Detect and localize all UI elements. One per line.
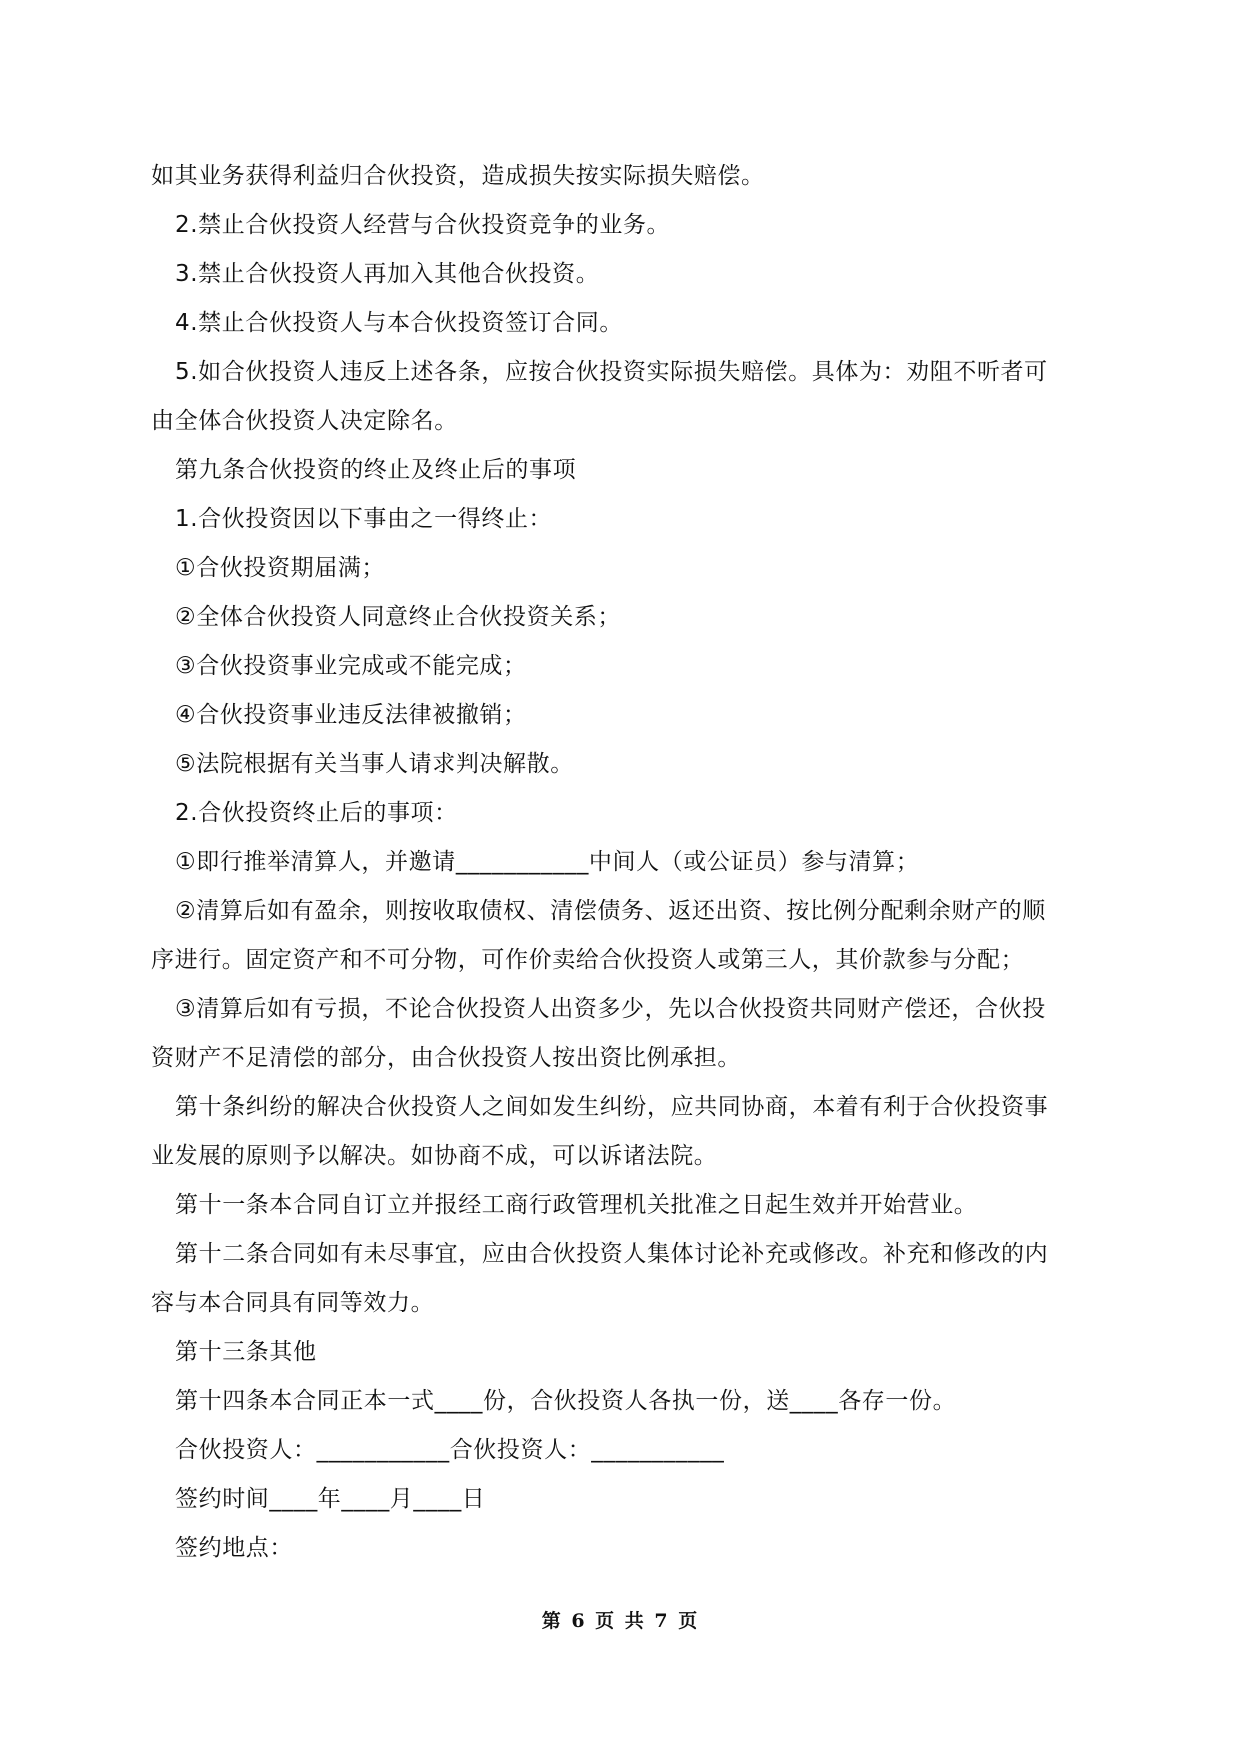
- document-line: 由全体合伙投资人决定除名。: [151, 408, 458, 434]
- document-line: 1.合伙投资因以下事由之一得终止：: [175, 506, 553, 532]
- document-line: 2.禁止合伙投资人经营与合伙投资竞争的业务。: [175, 212, 671, 238]
- document-line: 签约时间____年____月____日: [175, 1486, 486, 1512]
- document-line: ⑤法院根据有关当事人请求判决解散。: [175, 751, 574, 777]
- page-number-footer: 第 6 页 共 7 页: [541, 1610, 700, 1632]
- document-line: ②清算后如有盈余，则按收取债权、清偿债务、返还出资、按比例分配剩余财产的顺: [175, 898, 1046, 924]
- document-line: 5.如合伙投资人违反上述各条，应按合伙投资实际损失赔偿。具体为：劝阻不听者可: [175, 359, 1048, 385]
- document-line: 签约地点：: [175, 1535, 293, 1561]
- document-line: 合伙投资人：___________合伙投资人：___________: [175, 1437, 725, 1463]
- document-line: ①即行推举清算人，并邀请___________中间人（或公证员）参与清算；: [175, 849, 920, 875]
- document-line: ④合伙投资事业违反法律被撤销；: [175, 702, 527, 728]
- document-line: 第十条纠纷的解决合伙投资人之间如发生纠纷，应共同协商，本着有利于合伙投资事: [175, 1094, 1049, 1120]
- document-line: ③合伙投资事业完成或不能完成；: [175, 653, 527, 679]
- document-line: 第十二条合同如有未尽事宜，应由合伙投资人集体讨论补充或修改。补充和修改的内: [175, 1241, 1049, 1267]
- document-body: [151, 152, 1091, 1573]
- document-line: 第九条合伙投资的终止及终止后的事项: [175, 457, 577, 483]
- document-line: 第十一条本合同自订立并报经工商行政管理机关批准之日起生效并开始营业。: [175, 1192, 978, 1218]
- document-line: ③清算后如有亏损，不论合伙投资人出资多少，先以合伙投资共同财产偿还，合伙投: [175, 996, 1046, 1022]
- document-line: 如其业务获得利益归合伙投资，造成损失按实际损失赔偿。: [151, 163, 765, 189]
- document-line: 第十三条其他: [175, 1339, 317, 1365]
- document-line: 2.合伙投资终止后的事项：: [175, 800, 458, 826]
- document-line: 4.禁止合伙投资人与本合伙投资签订合同。: [175, 310, 623, 336]
- document-line: 资财产不足清偿的部分，由合伙投资人按出资比例承担。: [151, 1045, 741, 1071]
- document-line: ②全体合伙投资人同意终止合伙投资关系；: [175, 604, 622, 630]
- document-line: 序进行。固定资产和不可分物，可作价卖给合伙投资人或第三人，其价款参与分配；: [151, 947, 1025, 973]
- document-line: 容与本合同具有同等效力。: [151, 1290, 435, 1316]
- document-line: 业发展的原则予以解决。如协商不成，可以诉诸法院。: [151, 1143, 718, 1169]
- document-line: 第十四条本合同正本一式____份，合伙投资人各执一份，送____各存一份。: [175, 1388, 957, 1414]
- document-line: 3.禁止合伙投资人再加入其他合伙投资。: [175, 261, 600, 287]
- document-line: ①合伙投资期届满；: [175, 555, 386, 581]
